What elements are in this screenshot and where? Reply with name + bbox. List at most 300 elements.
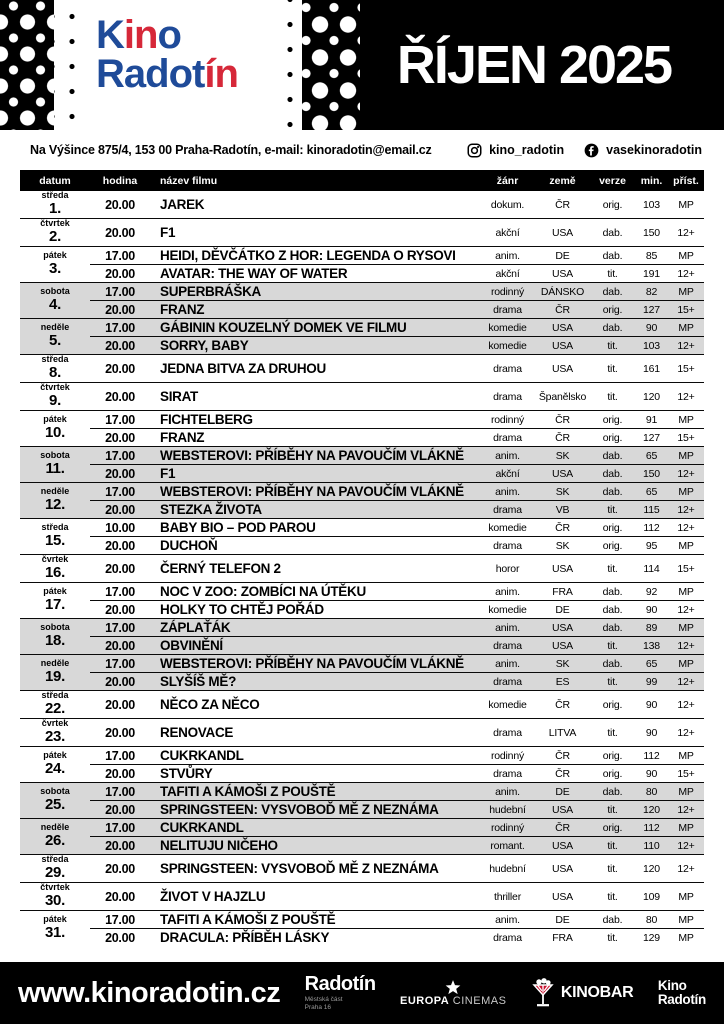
film-minutes: 65 — [645, 449, 658, 462]
date-number: 30. — [45, 892, 65, 910]
film-minutes: 120 — [643, 862, 660, 875]
film-rows — [90, 447, 704, 482]
film-country: DE — [555, 249, 570, 262]
date-cell — [20, 655, 90, 690]
film-genre: romant. — [490, 839, 525, 852]
date-day-label: středa — [41, 354, 69, 365]
film-rating: MP — [678, 821, 694, 834]
facebook-link[interactable] — [584, 143, 702, 158]
col-header-nazev: název filmu — [160, 174, 218, 187]
film-title: CUKRKANDL — [160, 820, 244, 835]
film-rating: MP — [678, 785, 694, 798]
film-time: 20.00 — [105, 766, 135, 781]
film-time: 20.00 — [105, 389, 135, 404]
film-row — [90, 283, 704, 300]
schedule-group — [20, 482, 704, 518]
film-row — [90, 555, 704, 582]
date-number: 18. — [45, 632, 65, 650]
film-version: dab. — [602, 285, 623, 298]
film-title: NELITUJU NIČEHO — [160, 838, 278, 853]
film-country: Španělsko — [538, 390, 587, 403]
film-minutes: 89 — [645, 621, 658, 634]
film-time: 17.00 — [105, 748, 135, 763]
website-link[interactable]: www.kinoradotin.cz — [18, 976, 281, 1009]
film-title: DRACULA: PŘÍBĚH LÁSKY — [160, 930, 330, 945]
film-rating: MP — [678, 621, 694, 634]
film-country: SK — [555, 539, 570, 552]
film-rows — [90, 691, 704, 718]
film-version: tit. — [607, 862, 618, 875]
film-country: USA — [552, 890, 573, 903]
film-country: USA — [552, 562, 573, 575]
film-time: 20.00 — [105, 802, 135, 817]
film-genre: anim. — [495, 449, 520, 462]
film-minutes: 95 — [645, 539, 658, 552]
film-row — [90, 783, 704, 800]
date-day-label: sobota — [40, 286, 70, 297]
film-rating: MP — [678, 539, 694, 552]
film-row — [90, 219, 704, 246]
film-version: tit. — [607, 675, 618, 688]
film-country: DE — [555, 603, 570, 616]
film-rating: 15+ — [677, 562, 695, 575]
film-country: DE — [555, 913, 570, 926]
date-number: 8. — [49, 364, 61, 382]
film-time: 20.00 — [105, 561, 135, 576]
film-row — [90, 747, 704, 764]
radotin-sub1: Městská část — [304, 995, 343, 1003]
film-rows — [90, 319, 704, 354]
film-genre: drama — [493, 767, 522, 780]
film-minutes: 127 — [643, 303, 660, 316]
film-row — [90, 411, 704, 428]
date-cell — [20, 719, 90, 746]
film-minutes: 90 — [645, 726, 658, 739]
schedule-group — [20, 818, 704, 854]
film-rating: MP — [678, 931, 694, 944]
date-day-label: sobota — [40, 786, 70, 797]
film-row — [90, 536, 704, 554]
date-number: 9. — [49, 392, 61, 410]
film-version: tit. — [607, 803, 618, 816]
film-title: F1 — [160, 225, 176, 240]
film-time: 20.00 — [105, 861, 135, 876]
instagram-handle: kino_radotin — [489, 143, 565, 157]
date-day-label: středa — [41, 522, 69, 533]
film-genre: rodinný — [490, 749, 525, 762]
col-header-verze: verze — [599, 174, 626, 187]
col-header-datum: datum — [39, 174, 71, 187]
film-title: WEBSTEROVI: PŘÍBĚHY NA PAVOUČÍM VLÁKNĚ — [160, 448, 464, 463]
facebook-handle: vasekinoradotin — [606, 143, 702, 157]
film-row — [90, 264, 704, 282]
instagram-link[interactable] — [467, 143, 564, 158]
film-country: FRA — [552, 931, 573, 944]
film-rows — [90, 483, 704, 518]
date-number: 26. — [45, 832, 65, 850]
date-number: 1. — [49, 200, 61, 218]
film-title: ŽIVOT V HAJZLU — [160, 889, 266, 904]
film-rating: 12+ — [677, 675, 695, 688]
film-time: 10.00 — [105, 520, 135, 535]
film-version: dab. — [602, 249, 623, 262]
date-number: 2. — [49, 228, 61, 246]
film-row — [90, 855, 704, 882]
logo-text: ín — [204, 51, 238, 96]
film-time: 20.00 — [105, 266, 135, 281]
film-genre: drama — [493, 362, 522, 375]
date-day-label: středa — [41, 690, 69, 701]
date-day-label: pátek — [43, 586, 67, 597]
film-country: ČR — [555, 431, 570, 444]
date-number: 22. — [45, 700, 65, 718]
film-rating: 15+ — [677, 362, 695, 375]
film-row — [90, 583, 704, 600]
film-time: 17.00 — [105, 656, 135, 671]
contact-bar — [0, 130, 724, 170]
film-genre: drama — [493, 303, 522, 316]
europa-word: EUROPA — [399, 994, 450, 1007]
schedule-group — [20, 618, 704, 654]
film-genre: thriller — [494, 890, 521, 903]
schedule-group — [20, 910, 704, 946]
film-version: tit. — [607, 839, 618, 852]
kino-foot-line1: Kino — [657, 977, 687, 993]
europa-cinemas-text — [400, 996, 506, 1007]
date-cell — [20, 691, 90, 718]
film-time: 17.00 — [105, 448, 135, 463]
film-row — [90, 300, 704, 318]
date-day-label: pátek — [43, 250, 67, 261]
film-title: SIRAT — [160, 389, 198, 404]
film-time: 20.00 — [105, 361, 135, 376]
film-time: 17.00 — [105, 820, 135, 835]
film-title: ZÁPLAŤÁK — [160, 620, 231, 635]
film-rows — [90, 655, 704, 690]
film-title: HOLKY TO CHTĚJ POŘÁD — [160, 602, 324, 617]
film-version: tit. — [607, 267, 618, 280]
film-country: ČR — [555, 698, 570, 711]
film-minutes: 65 — [645, 657, 658, 670]
film-genre: komedie — [488, 521, 527, 534]
kinobar-glass-icon — [531, 978, 555, 1008]
film-version: tit. — [607, 726, 618, 739]
date-day-label: sobota — [40, 622, 70, 633]
film-minutes: 85 — [645, 249, 658, 262]
film-row — [90, 355, 704, 382]
film-rating: MP — [678, 913, 694, 926]
film-row — [90, 764, 704, 782]
film-title: CUKRKANDL — [160, 748, 244, 763]
schedule-group — [20, 518, 704, 554]
date-number: 11. — [45, 460, 65, 478]
film-country: USA — [552, 839, 573, 852]
film-row — [90, 672, 704, 690]
film-minutes: 109 — [643, 890, 660, 903]
instagram-icon — [467, 143, 482, 158]
film-title: NOC V ZOO: ZOMBÍCI NA ÚTĚKU — [160, 584, 366, 599]
star-icon — [445, 980, 461, 995]
col-header-min: min. — [640, 174, 663, 187]
film-row — [90, 800, 704, 818]
film-country: SK — [555, 485, 570, 498]
film-rating: 12+ — [677, 339, 695, 352]
film-time: 20.00 — [105, 466, 135, 481]
film-row — [90, 519, 704, 536]
schedule-group — [20, 554, 704, 582]
film-rows — [90, 555, 704, 582]
film-rows — [90, 819, 704, 854]
film-row — [90, 911, 704, 928]
film-country: ČR — [555, 198, 570, 211]
film-title: SORRY, BABY — [160, 338, 249, 353]
film-genre: anim. — [495, 249, 520, 262]
date-number: 10. — [45, 424, 65, 442]
film-rating: MP — [678, 749, 694, 762]
film-title: F1 — [160, 466, 176, 481]
film-row — [90, 464, 704, 482]
col-header-prist: příst. — [673, 174, 699, 187]
film-minutes: 138 — [643, 639, 660, 652]
film-version: orig. — [602, 413, 623, 426]
radotin-municipality-logo — [305, 974, 376, 1012]
date-day-label: neděle — [40, 822, 70, 833]
film-minutes: 92 — [645, 585, 658, 598]
film-time: 20.00 — [105, 602, 135, 617]
film-row — [90, 428, 704, 446]
film-time: 20.00 — [105, 502, 135, 517]
film-genre: akční — [495, 226, 520, 239]
date-day-label: čtvrtek — [40, 218, 70, 229]
film-genre: anim. — [495, 913, 520, 926]
film-row — [90, 655, 704, 672]
date-cell — [20, 555, 90, 582]
film-version: orig. — [602, 767, 623, 780]
schedule-group — [20, 218, 704, 246]
date-cell — [20, 819, 90, 854]
col-header-zanr: žánr — [496, 174, 519, 187]
date-day-label: středa — [41, 854, 69, 865]
film-title: SPRINGSTEEN: VYSVOBOĎ MĚ Z NEZNÁMA — [160, 802, 439, 817]
halftone-dots-panel-right — [276, 0, 302, 130]
date-cell — [20, 283, 90, 318]
film-rating: 12+ — [677, 726, 695, 739]
film-country: USA — [552, 621, 573, 634]
date-number: 29. — [45, 864, 65, 882]
film-title: FICHTELBERG — [160, 412, 253, 427]
col-header-zeme: země — [549, 174, 576, 187]
film-rows — [90, 355, 704, 382]
film-rating: 12+ — [677, 390, 695, 403]
date-day-label: čvrtek — [41, 554, 69, 565]
film-rating: MP — [678, 449, 694, 462]
film-country: USA — [552, 267, 573, 280]
film-title: DUCHOŇ — [160, 538, 218, 553]
film-rating: 12+ — [677, 839, 695, 852]
film-rating: 12+ — [677, 267, 695, 280]
film-time: 20.00 — [105, 838, 135, 853]
film-row — [90, 500, 704, 518]
film-rating: 12+ — [677, 698, 695, 711]
schedule-group — [20, 854, 704, 882]
film-rows — [90, 247, 704, 282]
film-rows — [90, 583, 704, 618]
film-genre: komedie — [488, 339, 527, 352]
film-rows — [90, 747, 704, 782]
date-cell — [20, 747, 90, 782]
date-cell — [20, 355, 90, 382]
film-rows — [90, 883, 704, 910]
film-version: orig. — [602, 431, 623, 444]
film-rating: 12+ — [677, 639, 695, 652]
schedule-group — [20, 446, 704, 482]
date-cell — [20, 411, 90, 446]
film-genre: horor — [495, 562, 520, 575]
kinobar-logo — [531, 978, 634, 1008]
film-title: RENOVACE — [160, 725, 234, 740]
radotin-logo-text: Radotín — [304, 972, 376, 995]
film-minutes: 161 — [643, 362, 660, 375]
film-title: FRANZ — [160, 302, 205, 317]
film-minutes: 120 — [643, 390, 660, 403]
film-row — [90, 191, 704, 218]
date-day-label: pátek — [43, 414, 67, 425]
film-minutes: 110 — [643, 839, 660, 852]
film-country: ČR — [555, 749, 570, 762]
film-minutes: 103 — [643, 339, 660, 352]
date-number: 17. — [45, 596, 65, 614]
film-version: tit. — [607, 639, 618, 652]
kino-radotin-logo — [96, 13, 238, 96]
film-genre: drama — [493, 639, 522, 652]
film-version: orig. — [602, 521, 623, 534]
logo-line-1 — [96, 13, 238, 57]
film-version: dab. — [602, 585, 623, 598]
film-version: tit. — [607, 931, 618, 944]
film-version: orig. — [602, 303, 623, 316]
film-genre: drama — [493, 431, 522, 444]
date-cell — [20, 583, 90, 618]
schedule-group — [20, 410, 704, 446]
kino-radotin-footer-logo — [658, 979, 706, 1007]
date-number: 4. — [49, 296, 61, 314]
film-rows — [90, 855, 704, 882]
schedule-group — [20, 282, 704, 318]
film-genre: hudební — [489, 803, 526, 816]
film-version: dab. — [602, 785, 623, 798]
film-rating: MP — [678, 321, 694, 334]
film-country: USA — [552, 803, 573, 816]
film-time: 20.00 — [105, 538, 135, 553]
film-genre: drama — [493, 539, 522, 552]
film-country: ES — [555, 675, 570, 688]
date-day-label: čvrtek — [41, 718, 69, 729]
film-rows — [90, 911, 704, 946]
film-country: FRA — [552, 585, 573, 598]
film-country: ČR — [555, 821, 570, 834]
film-rows — [90, 519, 704, 554]
film-time: 20.00 — [105, 302, 135, 317]
logo-text: K — [96, 13, 124, 57]
film-rating: 12+ — [677, 503, 695, 516]
film-minutes: 65 — [645, 485, 658, 498]
film-genre: akční — [495, 267, 520, 280]
film-time: 20.00 — [105, 674, 135, 689]
film-rating: MP — [678, 285, 694, 298]
film-title: JEDNA BITVA ZA DRUHOU — [160, 361, 326, 376]
film-genre: drama — [493, 931, 522, 944]
film-title: SUPERBRÁŠKA — [160, 284, 261, 299]
film-version: orig. — [602, 539, 623, 552]
film-genre: rodinný — [490, 413, 525, 426]
film-time: 17.00 — [105, 620, 135, 635]
date-day-label: pátek — [43, 914, 67, 925]
date-cell — [20, 383, 90, 410]
film-rating: MP — [678, 890, 694, 903]
schedule-group — [20, 654, 704, 690]
film-version: dab. — [602, 621, 623, 634]
poster-header — [0, 0, 724, 130]
film-genre: anim. — [495, 785, 520, 798]
film-rating: 12+ — [677, 521, 695, 534]
film-title: OBVINĚNÍ — [160, 638, 223, 653]
date-day-label: neděle — [40, 322, 70, 333]
film-version: dab. — [602, 913, 623, 926]
film-minutes: 112 — [643, 821, 660, 834]
film-genre: akční — [495, 467, 520, 480]
date-number: 24. — [45, 760, 65, 778]
film-genre: anim. — [495, 657, 520, 670]
film-rating: 15+ — [677, 303, 695, 316]
film-genre: anim. — [495, 585, 520, 598]
radotin-logo-subtext — [305, 996, 376, 1012]
date-cell — [20, 191, 90, 218]
film-time: 20.00 — [105, 889, 135, 904]
film-time: 17.00 — [105, 320, 135, 335]
film-country: USA — [552, 226, 573, 239]
film-title: STVŮRY — [160, 766, 213, 781]
film-genre: drama — [493, 503, 522, 516]
film-country: DE — [555, 785, 570, 798]
film-genre: drama — [493, 726, 522, 739]
film-country: USA — [552, 639, 573, 652]
film-rating: 12+ — [677, 803, 695, 816]
film-rows — [90, 219, 704, 246]
logo-line-2 — [96, 51, 238, 96]
month-title: ŘÍJEN 2025 — [396, 35, 672, 95]
date-number: 19. — [45, 668, 65, 686]
film-row — [90, 691, 704, 718]
date-cell — [20, 619, 90, 654]
film-row — [90, 247, 704, 264]
address-text: Na Výšince 875/4, 153 00 Praha-Radotín, e-mail: kinoradotin@email.cz — [30, 143, 432, 157]
film-time: 20.00 — [105, 930, 135, 945]
schedule-group — [20, 690, 704, 718]
film-row — [90, 483, 704, 500]
date-number: 23. — [45, 728, 65, 746]
film-country: LITVA — [548, 726, 577, 739]
film-minutes: 90 — [645, 603, 658, 616]
film-minutes: 90 — [645, 767, 658, 780]
film-minutes: 112 — [643, 749, 660, 762]
film-genre: komedie — [488, 698, 527, 711]
film-title: AVATAR: THE WAY OF WATER — [160, 266, 348, 281]
film-time: 20.00 — [105, 430, 135, 445]
film-rating: MP — [678, 249, 694, 262]
film-title: TAFITI A KÁMOŠI Z POUŠTĚ — [160, 784, 336, 799]
film-country: USA — [552, 321, 573, 334]
film-row — [90, 636, 704, 654]
